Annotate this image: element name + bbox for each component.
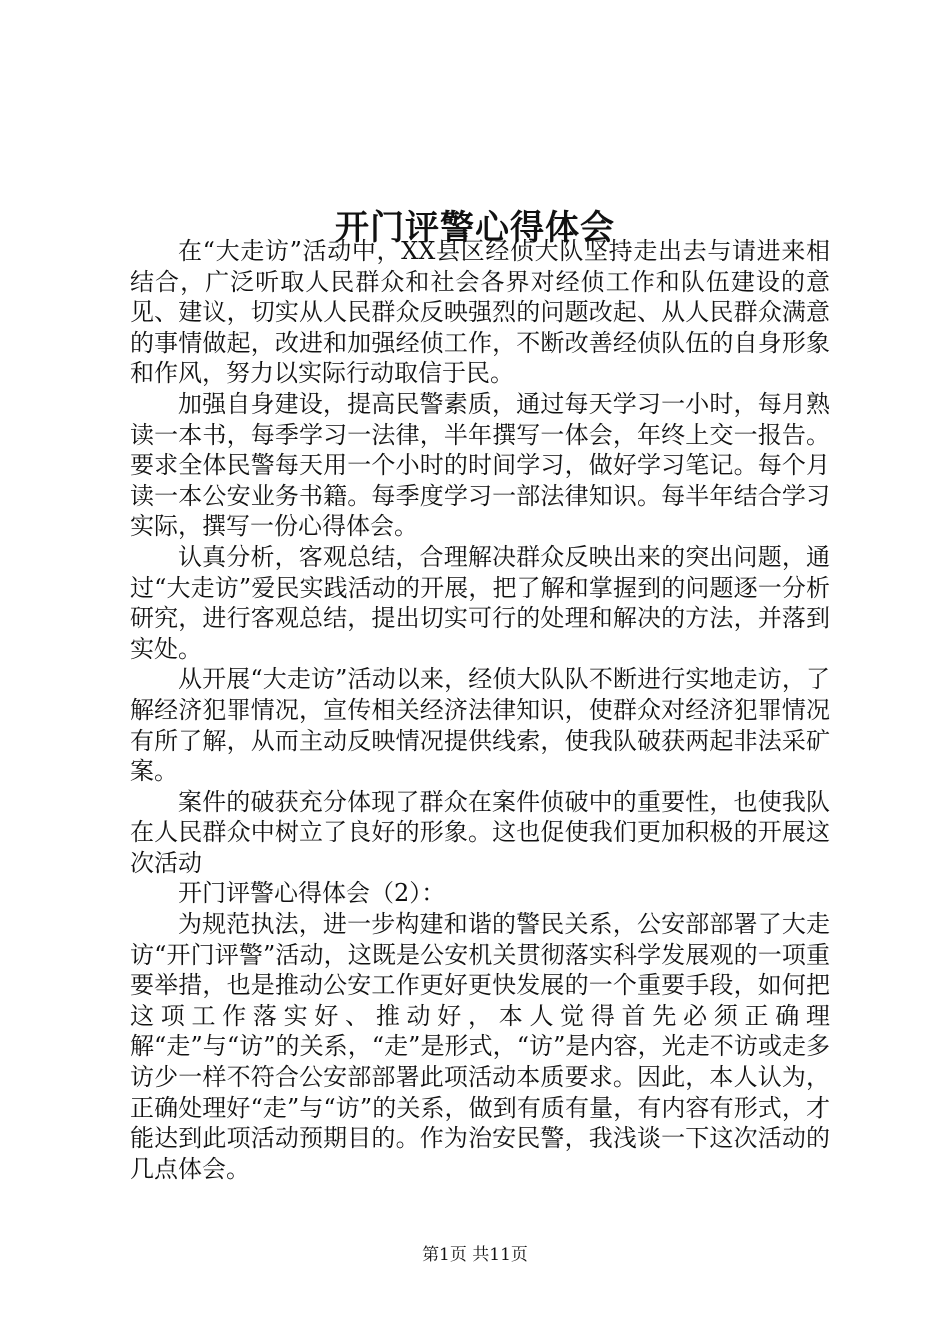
document-body	[130, 236, 830, 1184]
paragraph-6: 为规范执法，进一步构建和谐的警民关系，公安部部署了大走访“开门评警”活动，这既是公安机关贯彻落实科学发展观的一项重要举措，也是推动公安工作更好更快发展的一个重要手段，如何把这项工作落实好、推动好，本人觉得首先必须正确理解“走”与“访”的关系，“走”是形式，“访”是内容，光走不访或走多访少一样不符合公安部部署此项活动本质要求。因此，本人认为，正确处理好“走”与“访”的关系，做到有质有量，有内容有形式，才能达到此项活动预期目的。作为治安民警，我浅谈一下这次活动的几点体会。	[130, 910, 830, 1183]
page-number-footer: 第1页 共11页	[422, 1245, 528, 1265]
paragraph-3: 认真分析，客观总结，合理解决群众反映出来的突出问题，通过“大走访”爱民实践活动的开展，把了解和掌握到的问题逐一分析研究，进行客观总结，提出切实可行的处理和解决的方法，并落到实处。	[130, 542, 830, 663]
paragraph-5: 案件的破获充分体现了群众在案件侦破中的重要性，也使我队在人民群众中树立了良好的形象。这也促使我们更加积极的开展这次活动	[130, 787, 830, 877]
document-title: 开门评警心得体会	[335, 207, 615, 248]
paragraph-1: 在“大走访”活动中，XX县区经侦大队坚持走出去与请进来相结合，广泛听取人民群众和社会各界对经侦工作和队伍建设的意见、建议，切实从人民群众反映强烈的问题改起、从人民群众满意的事情做起，改进和加强经侦工作，不断改善经侦队伍的自身形象和作风，努力以实际行动取信于民。	[130, 237, 830, 388]
paragraph-2: 加强自身建设，提高民警素质，通过每天学习一小时，每月熟读一本书，每季学习一法律，半年撰写一体会，年终上交一报告。要求全体民警每天用一个小时的时间学习，做好学习笔记。每个月读一本公安业务书籍。每季度学习一部法律知识。每半年结合学习实际，撰写一份心得体会。	[130, 389, 830, 541]
paragraph-4: 从开展“大走访”活动以来，经侦大队队不断进行实地走访，了解经济犯罪情况，宣传相关经济法律知识，使群众对经济犯罪情况有所了解，从而主动反映情况提供线索，使我队破获两起非法采矿案。	[130, 665, 830, 786]
section-subheading: 开门评警心得体会（2）：	[178, 879, 446, 908]
